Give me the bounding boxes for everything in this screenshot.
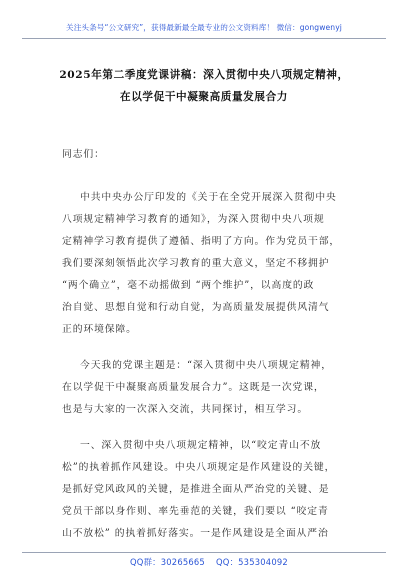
footer-qq-contact: QQ：535304092 (216, 557, 288, 567)
para3-line: 是抓好党风政风的关键，是推进全面从严治党的关键、是 (62, 484, 330, 495)
para3-line: 党员干部以身作则、率先垂范的关键，我们要以 “咬定青 (62, 506, 329, 517)
para1-line: 中共中央办公厅印发的《关于在全党开展深入贯彻中央 (80, 192, 337, 203)
para1-line: 八项规定精神学习教育的通知》，为深入贯彻中央八项规 (62, 214, 325, 225)
para2-line: 今天我的党课主题是：“深入贯彻中央八项规定精神， (80, 360, 332, 371)
para2-line: 也是与大家的一次深入交流，共同探讨，相互学习。 (62, 404, 309, 415)
para3-line: 山不放松” 的执着抓好落实。一是作风建设是全面从严治 (62, 528, 329, 539)
document-title-line-2: 在以学促干中凝聚高质量发展合力 (120, 91, 288, 103)
para3-line: 松”的执着抓作风建设。中央八项规定是作风建设的关键， (62, 462, 336, 473)
salutation: 同志们： (62, 149, 105, 160)
document-title-line-1: 2025年第二季度党课讲稿：深入贯彻中央八项规定精神， (59, 69, 349, 81)
footer-divider (22, 552, 386, 553)
para1-line: 定精神学习教育提供了遵循、指明了方向。作为党员干部， (62, 236, 341, 247)
para2-line: 在以学促干中凝聚高质量发展合力”。这既是一次党课， (62, 382, 325, 393)
para1-line: “两个确立”，毫不动摇做到 “两个维护”，以高度的政 (62, 280, 315, 291)
header-note: 关注头条号“公文研究”，获得最新最全最专业的公文资料库！ 微信：gongwenyj (66, 23, 342, 32)
para1-line: 我们要深刻领悟此次学习教育的重大意义，坚定不移拥护 (62, 258, 330, 269)
para3-line: 一、深入贯彻中央八项规定精神，以“咬定青山不放 (80, 440, 322, 451)
para1-line: 正的环境保障。 (62, 324, 137, 335)
para1-line: 治自觉、思想自觉和行动自觉，为高质量发展提供风清气 (62, 302, 330, 313)
header-divider (22, 38, 386, 39)
footer-qq-group: QQ群：30265665 (130, 557, 205, 567)
